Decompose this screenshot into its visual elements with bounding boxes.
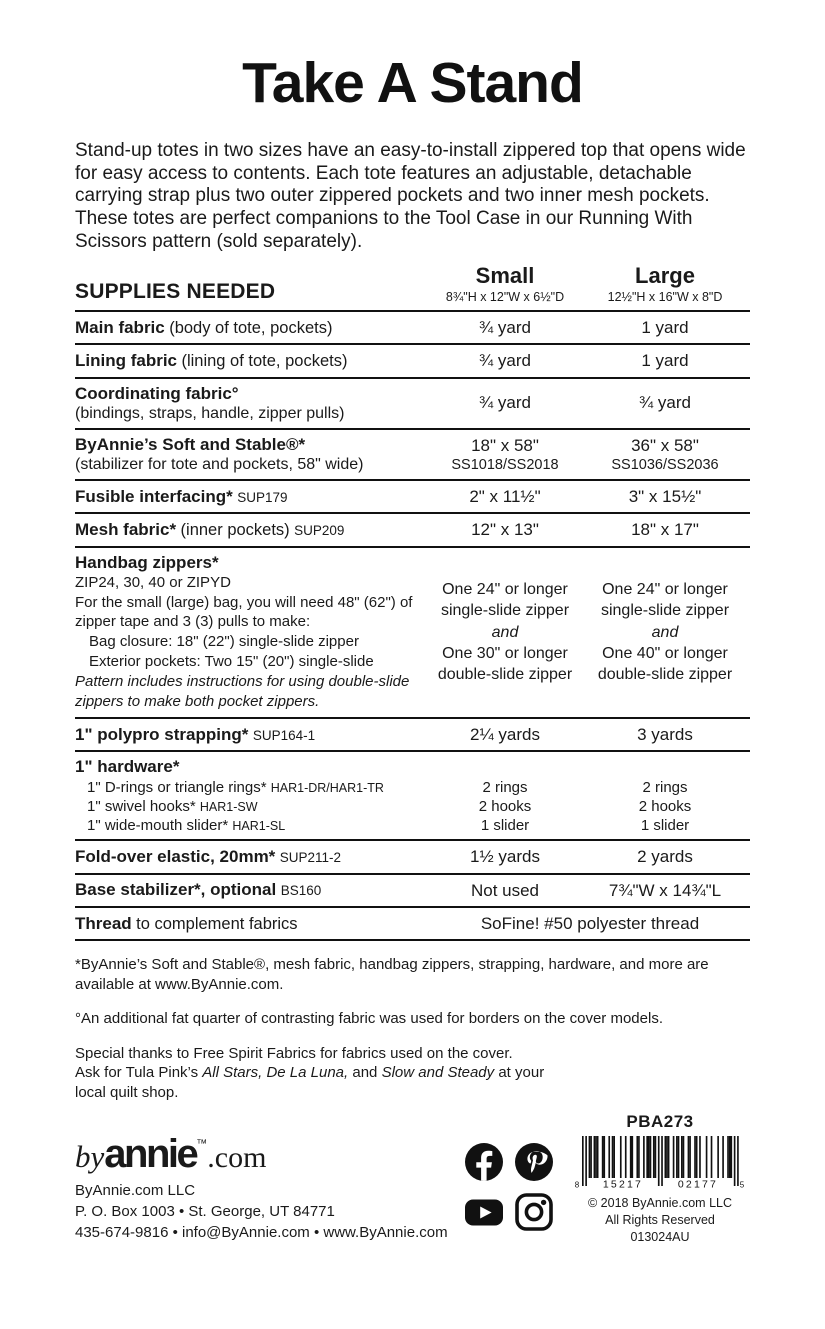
zipper-description: For the small (large) bag, you will need 48" (62") of zipper tape and 3 (3) pulls to make: xyxy=(75,593,413,631)
small-value: 1 slider xyxy=(480,817,530,835)
hardware-item-name: 1" swivel hooks* xyxy=(87,798,196,816)
hardware-item-code: HAR1-SW xyxy=(199,800,258,815)
small-value: ¾ yard xyxy=(479,351,531,371)
row-label xyxy=(75,553,430,713)
small-value xyxy=(430,435,580,474)
logo-by: by xyxy=(75,1139,105,1175)
row-product-code: BS160 xyxy=(280,883,322,899)
column-dims-small: 8¾"H x 12"W x 6½"D xyxy=(445,290,565,305)
large-zipper-line2: One 40" or longer double-slide zipper xyxy=(597,644,733,684)
thanks-post: at your xyxy=(498,1064,545,1082)
large-value xyxy=(580,435,750,474)
row-product-code: SUP209 xyxy=(294,522,345,538)
barcode-group-2: 02177 xyxy=(677,1178,719,1191)
copyright-line-3: 013024AU xyxy=(630,1229,690,1244)
row-product-code: SUP211-2 xyxy=(279,850,342,866)
table-row-handbag-zippers xyxy=(75,548,750,720)
pattern-back-cover xyxy=(0,51,825,1246)
large-value: 18" x 17" xyxy=(631,520,699,540)
row-label-detail: (stabilizer for tote and pockets, 58" wide) xyxy=(75,455,364,473)
thanks-line-3: local quilt shop. xyxy=(75,1083,179,1101)
table-row-coordinating-fabric xyxy=(75,379,750,430)
table-row-fusible-interfacing xyxy=(75,481,750,514)
hardware-item-d-rings xyxy=(75,779,750,796)
supplies-table-header xyxy=(75,264,750,312)
copyright-line-2: All Rights Reserved xyxy=(605,1213,715,1228)
row-label xyxy=(75,487,430,507)
hardware-item-code: HAR1-DR/HAR1-TR xyxy=(270,781,384,796)
thanks-line-1: Special thanks to Free Spirit Fabrics for fabrics used on the cover. xyxy=(75,1044,513,1062)
row-label-detail: to complement fabrics xyxy=(136,914,298,933)
column-dims-large: 12½"H x 16"W x 8"D xyxy=(607,290,723,305)
row-label-bold: Fold-over elastic, 20mm* xyxy=(75,847,276,867)
small-zipper-conjunction: and xyxy=(491,623,519,641)
small-value: 2 hooks xyxy=(478,798,532,816)
large-value: 1 yard xyxy=(641,318,689,338)
hardware-item-slider xyxy=(75,817,750,834)
product-code-block xyxy=(570,1112,750,1246)
table-row-main-fabric xyxy=(75,312,750,345)
row-label xyxy=(75,520,430,540)
row-label-bold: ByAnnie’s Soft and Stable®* xyxy=(75,434,306,454)
row-label-bold: Fusible interfacing* xyxy=(75,486,233,506)
row-label-bold: Main fabric xyxy=(75,317,165,337)
hardware-item-name: 1" D-rings or triangle rings* xyxy=(87,779,267,797)
table-row-base-stabilizer xyxy=(75,875,750,908)
supplies-heading: SUPPLIES NEEDED xyxy=(75,280,276,304)
zipper-codes: ZIP24, 30, 40 or ZIPYD xyxy=(75,573,231,591)
small-value: 2¼ yards xyxy=(470,725,540,745)
zipper-item-bag-closure: Bag closure: 18" (22") single-slide zipper xyxy=(89,633,359,651)
upc-barcode xyxy=(570,1135,750,1192)
table-row-lining-fabric xyxy=(75,345,750,378)
row-label xyxy=(75,914,430,934)
large-value: ¾ yard xyxy=(639,393,691,413)
thanks-line-2 xyxy=(75,1063,750,1083)
youtube-icon xyxy=(464,1192,504,1232)
barcode-right-digit: 5 xyxy=(739,1180,745,1190)
column-name-large: Large xyxy=(635,262,695,288)
facebook-icon xyxy=(464,1142,504,1182)
small-value xyxy=(430,579,580,685)
small-zipper-line2: One 30" or longer double-slide zipper xyxy=(437,644,573,684)
footer xyxy=(75,1104,750,1246)
supplies-heading-cell xyxy=(75,280,430,304)
column-header-large xyxy=(580,264,750,304)
row-label-detail: (inner pockets) xyxy=(180,520,290,539)
table-row-soft-and-stable xyxy=(75,430,750,481)
page-title: Take A Stand xyxy=(242,51,583,115)
large-value: 2 rings xyxy=(642,779,688,797)
small-value: 2" x 11½" xyxy=(469,487,541,507)
hardware-heading xyxy=(75,757,750,777)
footnote-fat-quarter: °An additional fat quarter of contrasting fabric was used for borders on the cover models. xyxy=(75,1010,663,1028)
table-row-thread xyxy=(75,908,750,941)
pinterest-icon xyxy=(514,1142,554,1182)
zipper-item-exterior-pockets: Exterior pockets: Two 15" (20") single-slide xyxy=(89,653,374,671)
company-name: ByAnnie.com LLC xyxy=(75,1182,196,1200)
company-address: P. O. Box 1003 • St. George, UT 84771 xyxy=(75,1202,335,1220)
fabric-line-name-2: Slow and Steady xyxy=(381,1064,495,1082)
large-value: 3 yards xyxy=(637,725,693,745)
small-value-size: 18" x 58" xyxy=(471,435,539,455)
small-value: 2 rings xyxy=(482,779,528,797)
row-label xyxy=(75,725,430,745)
copyright-block xyxy=(570,1195,750,1246)
large-value: 2 yards xyxy=(637,847,693,867)
hardware-item-label xyxy=(75,779,430,796)
row-label-detail: (lining of tote, pockets) xyxy=(181,351,348,370)
table-row-fold-over-elastic xyxy=(75,841,750,874)
thanks-pre: Ask for Tula Pink’s xyxy=(75,1064,199,1082)
footnote-availability: *ByAnnie’s Soft and Stable®, mesh fabric, handbag zippers, strapping, hardware, and more are available at www.ByAnnie.com. xyxy=(75,956,709,993)
hardware-item-code: HAR1-SL xyxy=(232,819,286,834)
trademark-symbol: ™ xyxy=(196,1138,208,1151)
large-zipper-conjunction: and xyxy=(651,623,679,641)
product-code: PBA273 xyxy=(626,1112,694,1132)
row-label xyxy=(75,847,430,867)
large-value: 3" x 15½" xyxy=(628,487,702,507)
large-zipper-line1: One 24" or longer single-slide zipper xyxy=(600,581,730,620)
column-header-small xyxy=(430,264,580,304)
small-value: 1½ yards xyxy=(470,847,540,867)
row-label xyxy=(75,384,430,423)
thanks-mid: and xyxy=(352,1064,378,1082)
instagram-icon xyxy=(514,1192,554,1232)
small-value: ¾ yard xyxy=(479,318,531,338)
logo-com: .com xyxy=(207,1141,267,1175)
row-label-bold: 1" hardware* xyxy=(75,757,180,777)
row-product-code: SUP164-1 xyxy=(252,727,316,743)
large-value: 2 hooks xyxy=(638,798,692,816)
small-value: 12" x 13" xyxy=(471,520,539,540)
row-label-bold: 1" polypro strapping* xyxy=(75,724,249,744)
zipper-pattern-note: Pattern includes instructions for using double-slide zippers to make both pocket zippers. xyxy=(75,673,410,711)
footnote-thanks xyxy=(75,1044,750,1103)
copyright-line-1: © 2018 ByAnnie.com LLC xyxy=(587,1196,732,1211)
fabric-line-names: All Stars, De La Luna, xyxy=(202,1064,349,1082)
row-product-code: SUP179 xyxy=(237,489,288,505)
row-label-bold: Base stabilizer*, optional xyxy=(75,880,277,900)
column-name-small: Small xyxy=(475,262,535,288)
row-label xyxy=(75,880,430,900)
small-value: Not used xyxy=(470,880,540,900)
large-value xyxy=(580,579,750,685)
row-label-bold: Lining fabric xyxy=(75,350,177,370)
row-label-bold: Coordinating fabric° xyxy=(75,383,239,403)
large-value: 1 yard xyxy=(641,351,689,371)
large-value: 7¾"W x 14¾"L xyxy=(608,880,722,900)
row-label xyxy=(75,435,430,474)
row-label-bold: Mesh fabric* xyxy=(75,519,177,539)
row-label-bold: Thread xyxy=(75,913,132,933)
small-zipper-line1: One 24" or longer single-slide zipper xyxy=(440,581,570,620)
row-label-detail: (body of tote, pockets) xyxy=(169,318,333,337)
table-row-polypro-strapping xyxy=(75,719,750,752)
row-label-detail: (bindings, straps, handle, zipper pulls) xyxy=(75,404,345,422)
large-value-size: 36" x 58" xyxy=(631,435,699,455)
large-value-sku: SS1036/SS2036 xyxy=(611,456,719,473)
barcode-group-1: 15217 xyxy=(602,1178,644,1191)
supplies-table xyxy=(75,264,750,941)
row-label-bold: Handbag zippers* xyxy=(75,552,219,572)
byannie-logo xyxy=(75,1132,448,1177)
row-label xyxy=(75,351,430,371)
hardware-item-swivel-hooks xyxy=(75,798,750,815)
publisher-block xyxy=(75,1134,448,1243)
hardware-item-name: 1" wide-mouth slider* xyxy=(87,817,229,835)
small-value: ¾ yard xyxy=(479,393,531,413)
thread-value: SoFine! #50 polyester thread xyxy=(480,913,700,933)
social-icons xyxy=(464,1142,554,1232)
hardware-item-label xyxy=(75,817,430,834)
small-value-sku: SS1018/SS2018 xyxy=(451,456,559,473)
table-row-mesh-fabric xyxy=(75,514,750,547)
intro-paragraph: Stand-up totes in two sizes have an easy-to-install zippered top that opens wide for easy access to contents. Each tote features an adjustable, detachable carrying strap plus two outer zippered pockets and two inner mesh pockets. These totes are perfect companions to the Tool Case in our Running With Scissors pattern (sold separately). xyxy=(75,139,746,253)
company-contact: 435-674-9816 • info@ByAnnie.com • www.ByAnnie.com xyxy=(75,1223,448,1241)
barcode-left-digit: 8 xyxy=(574,1180,580,1190)
large-value: 1 slider xyxy=(640,817,690,835)
hardware-item-label xyxy=(75,798,430,815)
table-row-hardware xyxy=(75,752,750,841)
logo-annie: annie xyxy=(104,1132,197,1177)
row-label xyxy=(75,318,430,338)
